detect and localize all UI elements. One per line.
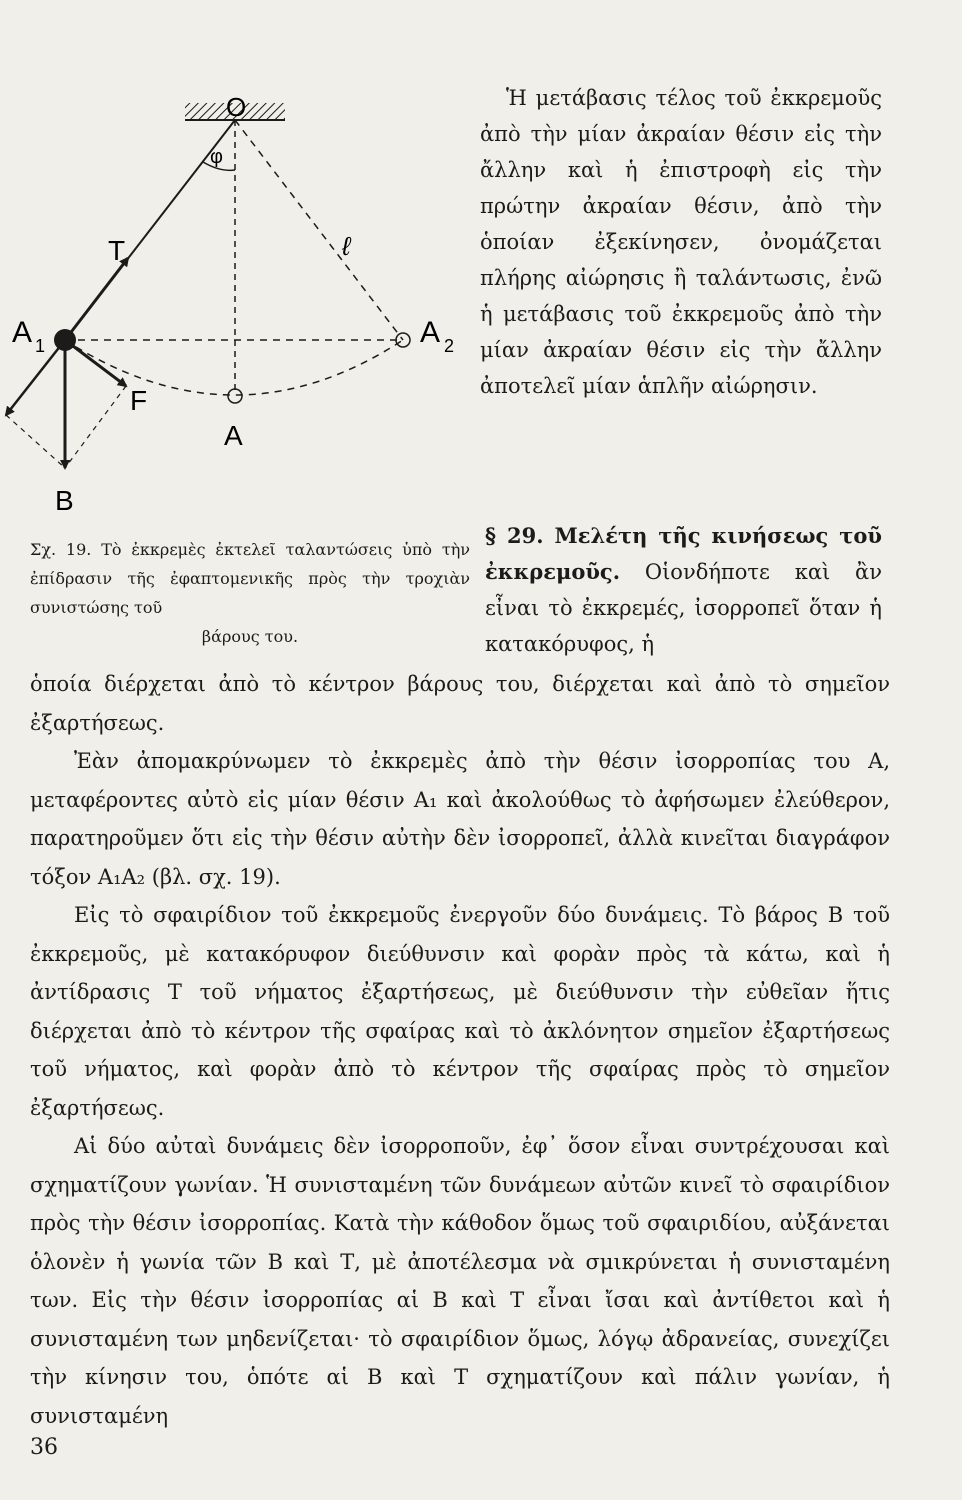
force-t-vector (65, 258, 128, 340)
position-a-marker (228, 389, 242, 403)
right-column-text (480, 80, 882, 404)
section-29 (485, 518, 882, 662)
label-a1: A (12, 316, 33, 349)
section-title: § 29. Μελέτη τῆς κινήσεως τοῦ ἐκκρεμοῦς. (485, 523, 882, 584)
label-a2: A (420, 316, 441, 349)
force-f-vector (65, 340, 126, 386)
label-o: O (226, 92, 247, 122)
figure-caption (30, 535, 470, 651)
body-paragraph-2: Ἐὰν ἀπομακρύνωμεν τὸ ἐκκρεμὲς ἀπὸ τὴν θέσιν ἰσορροπίας του Α, μεταφέροντες αὐτὸ εἰς μίαν θέσιν Α₁ καὶ ἀκολούθως τὸ ἀφήσωμεν ἐλεύθερον, παρατηροῦμεν ὅτι εἰς τὴν θέσιν αὐτὴν δὲν ἰσορροπεῖ, ἀλλὰ κινεῖται διαγράφον τόξον Α₁Α₂ (βλ. σχ. 19). (30, 749, 890, 889)
label-f: F (130, 385, 148, 416)
body-paragraph-1: ὁποία διέρχεται ἀπὸ τὸ κέντρον βάρους του, διέρχεται καὶ ἀπὸ τὸ σημεῖον ἐξαρτήσεως. (30, 672, 890, 735)
paragraph-oscillation: Ἡ μετάβασις τέλος τοῦ ἐκκρεμοῦς ἀπὸ τὴν μίαν ἀκραίαν θέσιν εἰς τὴν ἄλλην καὶ ἡ ἐπιστροφὴ εἰς τὴν πρώτην ἀκραίαν θέσιν, ἀπὸ τὴν ὁποίαν ἐξεκίνησεν, ὀνομάζεται πλήρης αἰώρησις ἢ ταλάντωσις, ἐνῶ ἡ μετάβασις τοῦ ἐκκρεμοῦς ἀπὸ τὴν μίαν ἀκραίαν θέσιν εἰς τὴν ἄλλην ἀποτελεῖ μίαν ἁπλῆν αἰώρησιν. (480, 86, 882, 398)
pendulum-bob (54, 329, 76, 351)
parallelogram-edge-2 (65, 386, 126, 468)
page-number: 36 (30, 1435, 58, 1460)
label-a1-sub: 1 (35, 336, 46, 356)
pendulum-diagram (0, 80, 470, 520)
caption-text: Σχ. 19. Τὸ ἐκκρεμὲς ἐκτελεῖ ταλαντώσεις ὑπὸ τὴν ἐπίδρασιν τῆς ἐφαπτομενικῆς πρὸς τὴν τροχιὰν συνιστώσης τοῦ (30, 540, 470, 617)
pendulum-figure (0, 80, 470, 520)
label-b: B (55, 485, 74, 516)
dashed-string-a2 (235, 120, 403, 340)
label-l: ℓ (342, 231, 351, 261)
arc-trajectory (65, 340, 403, 395)
parallelogram-edge-1 (6, 415, 65, 468)
label-phi: φ (210, 146, 223, 168)
label-a2-sub: 2 (444, 336, 455, 356)
label-t: T (108, 235, 126, 266)
body-paragraph-3: Εἰς τὸ σφαιρίδιον τοῦ ἐκκρεμοῦς ἐνεργοῦν δύο δυνάμεις. Τὸ βάρος Β τοῦ ἐκκρεμοῦς, μὲ κατακόρυφον διεύθυνσιν καὶ φορὰν πρὸς τὰ κάτω, καὶ ἡ ἀντίδρασις Τ τοῦ νήματος ἐξαρτήσεως, μὲ διεύθυνσιν τὴν εὐθεῖαν ἥτις διέρχεται ἀπὸ τὸ κέντρον τῆς σφαίρας καὶ τὸ ἀκλόνητον σημεῖον ἐξαρτήσεως τοῦ νήματος, καὶ φορὰν ἀπὸ τὸ κέντρον τῆς σφαίρας πρὸς τὸ σημεῖον ἐξαρτήσεως. (30, 903, 890, 1120)
body-text (30, 665, 890, 1435)
body-paragraph-4: Αἱ δύο αὐταὶ δυνάμεις δὲν ἰσορροποῦν, ἐφ᾽ ὅσον εἶναι συντρέχουσαι καὶ σχηματίζουν γωνίαν. Ἡ συνισταμένη τῶν δυνάμεων αὐτῶν κινεῖ τὸ σφαιρίδιον πρὸς τὴν θέσιν ἰσορροπίας. Κατὰ τὴν κάθοδον ὅμως τοῦ σφαιριδίου, αὐξάνεται ὁλονὲν ἡ γωνία τῶν Β καὶ Τ, μὲ ἀποτέλεσμα νὰ σμικρύνεται ἡ συνισταμένη των. Εἰς τὴν θέσιν ἰσορροπίας αἱ Β καὶ Τ εἶναι ἴσαι καὶ ἀντίθετοι καὶ ἡ συνισταμένη των μηδενίζεται· τὸ σφαιρίδιον ὅμως, λόγῳ ἀδρανείας, συνεχίζει τὴν κίνησιν του, ὁπότε αἱ Β καὶ Τ σχηματίζουν καὶ πάλιν γωνίαν, ἡ συνισταμένη (30, 1134, 890, 1428)
caption-last-line: βάρους του. (201, 627, 299, 646)
label-a: A (224, 420, 243, 451)
section-text: Οἱονδήποτε καὶ ἂν εἶναι τὸ ἐκκρεμές, ἰσορροπεῖ ὅταν ἡ κατακόρυφος, ἡ (485, 560, 882, 656)
